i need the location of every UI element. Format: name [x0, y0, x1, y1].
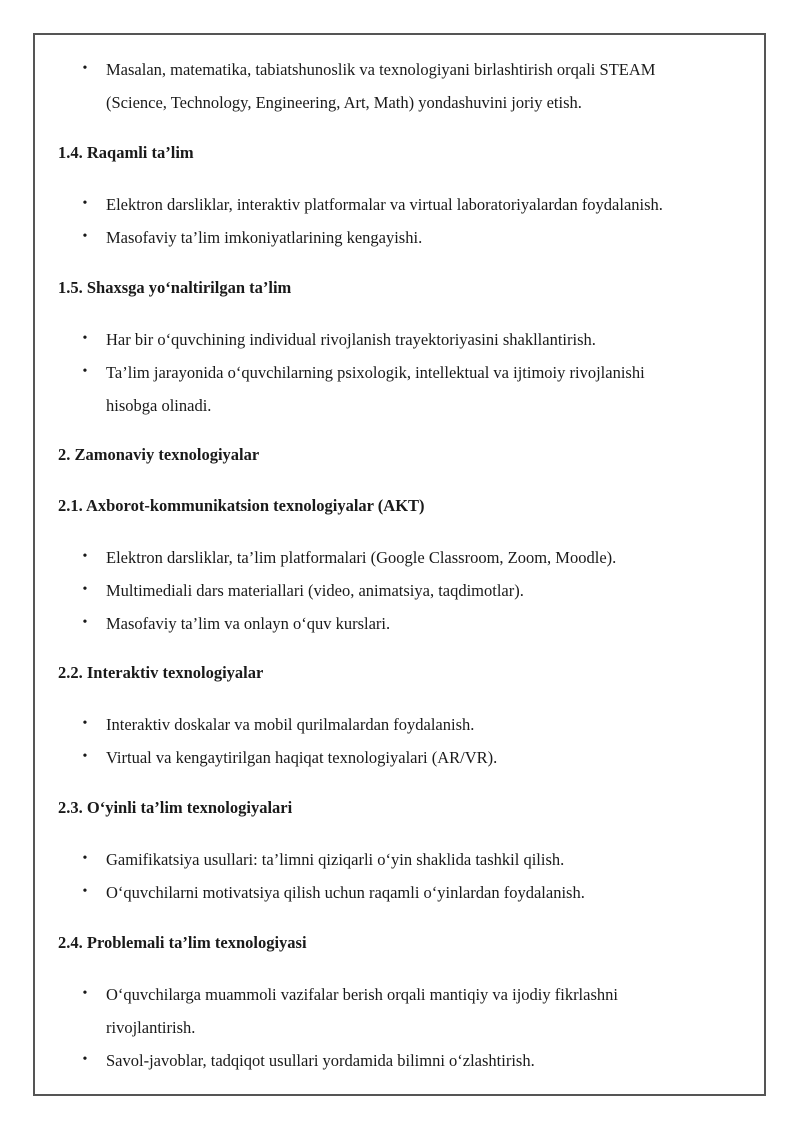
list-item-text: Masalan, matematika, tabiatshunoslik va texnologiyani birlashtirish orqali STEAM [106, 60, 656, 79]
list-item-text: Gamifikatsiya usullari: ta’limni qiziqarli o‘yin shaklida tashkil qilish. [106, 850, 565, 869]
list-item-text: Elektron darsliklar, interaktiv platformalar va virtual laboratoriyalardan foydalanish. [106, 195, 663, 214]
bullet-icon: • [82, 615, 88, 630]
list-item-text: Virtual va kengaytirilgan haqiqat texnologiyalari (AR/VR). [106, 748, 498, 767]
list-item-text: Ta’lim jarayonida o‘quvchilarning psixologik, intellektual va ijtimoiy rivojlanishi [106, 363, 645, 382]
bullet-icon: • [82, 582, 88, 597]
bullet-icon: • [82, 364, 88, 379]
bullet-icon: • [82, 229, 88, 244]
section-heading: 2. Zamonaviy texnologiyalar [58, 445, 260, 464]
bullet-icon: • [82, 884, 88, 899]
list-item-text: rivojlantirish. [106, 1018, 196, 1037]
section-heading: 1.5. Shaxsga yo‘naltirilgan ta’lim [58, 278, 292, 297]
list-item-text: (Science, Technology, Engineering, Art, Math) yondashuvini joriy etish. [106, 93, 582, 112]
bullet-icon: • [82, 61, 88, 76]
bullet-icon: • [82, 986, 88, 1001]
list-item-text: Multimediali dars materiallari (video, animatsiya, taqdimotlar). [106, 581, 524, 600]
list-item-text: Elektron darsliklar, ta’lim platformalari (Google Classroom, Zoom, Moodle). [106, 548, 617, 567]
bullet-icon: • [82, 1052, 88, 1067]
bullet-icon: • [82, 549, 88, 564]
bullet-icon: • [82, 331, 88, 346]
list-item-text: Masofaviy ta’lim va onlayn o‘quv kurslari. [106, 614, 391, 633]
bullet-icon: • [82, 196, 88, 211]
section-heading: 2.1. Axborot-kommunikatsion texnologiyalar (AKT) [58, 496, 425, 515]
list-item-text: Interaktiv doskalar va mobil qurilmalardan foydalanish. [106, 715, 475, 734]
list-item-text: hisobga olinadi. [106, 396, 212, 415]
section-heading: 1.4. Raqamli ta’lim [58, 143, 194, 162]
list-item-text: Har bir o‘quvchining individual rivojlanish trayektoriyasini shakllantirish. [106, 330, 596, 349]
bullet-icon: • [82, 851, 88, 866]
list-item-text: Savol-javoblar, tadqiqot usullari yordamida bilimni o‘zlashtirish. [106, 1051, 535, 1070]
section-heading: 2.4. Problemali ta’lim texnologiyasi [58, 933, 307, 952]
section-heading: 2.2. Interaktiv texnologiyalar [58, 663, 264, 682]
section-heading: 2.3. O‘yinli ta’lim texnologiyalari [58, 798, 293, 817]
list-item-text: O‘quvchilarga muammoli vazifalar berish orqali mantiqiy va ijodiy fikrlashni [106, 985, 618, 1004]
bullet-icon: • [82, 749, 88, 764]
list-item-text: Masofaviy ta’lim imkoniyatlarining kengayishi. [106, 228, 423, 247]
bullet-icon: • [82, 716, 88, 731]
list-item-text: O‘quvchilarni motivatsiya qilish uchun raqamli o‘yinlardan foydalanish. [106, 883, 585, 902]
